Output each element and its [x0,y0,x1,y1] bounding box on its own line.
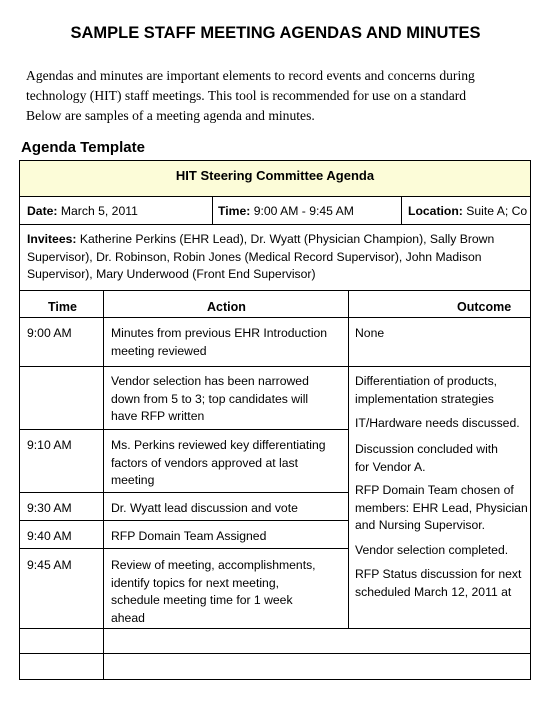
outcome-line: implementation strategies [355,391,494,406]
row-time: 9:40 AM [27,529,72,543]
rule [212,196,213,224]
invitees-field [27,231,527,284]
outcome-line: Differentiation of products, [355,374,498,388]
outcome-item [355,482,529,535]
invitees-line: Katherine Perkins (EHR Lead), Dr. Wyatt (Physician Champion), Sally Brown [79,232,495,246]
outcome-line: RFP Domain Team chosen of [355,483,514,497]
location-field [408,203,529,221]
invitees-line: Supervisor), Mary Underwood (Front End Supervisor) [27,267,316,281]
rule [19,653,531,654]
page-title: SAMPLE STAFF MEETING AGENDAS AND MINUTES [70,24,481,42]
rule [401,196,402,224]
rule [19,317,531,318]
outcome-line: members: EHR Lead, Physician [355,500,528,515]
action-line: factors of vendors approved at last [111,455,298,470]
row-action [111,500,298,518]
action-line: identify topics for next meeting, [111,575,280,590]
date-label: Date: [27,204,58,218]
header-action: Action [207,300,246,314]
action-line: meeting reviewed [111,343,207,358]
action-line: schedule meeting time for 1 week [111,593,293,607]
outcome-line: scheduled March 12, 2011 at [355,584,512,599]
header-time: Time [48,300,77,314]
rule [19,224,531,225]
row-time: 9:30 AM [27,501,72,515]
invitees-label: Invitees: [27,232,77,246]
rule [19,290,531,291]
row-time: 9:45 AM [27,558,72,572]
outcome-item [355,542,529,560]
header-outcome: Outcome [457,300,512,314]
row-action [111,557,316,627]
action-line: Dr. Wyatt lead discussion and vote [111,501,298,515]
outcome-item [355,566,529,601]
time-value: 9:00 AM - 9:45 AM [253,204,354,218]
row-action [111,373,309,426]
intro-paragraph [26,66,526,126]
action-line: have RFP written [111,409,205,423]
outcome-item [355,325,529,343]
action-line: meeting [111,473,155,487]
section-heading: Agenda Template [21,139,145,156]
row-action [111,528,266,546]
intro-line: technology (HIT) staff meetings. This tool is recommended for use on a standard [26,88,467,103]
row-time: 9:00 AM [27,326,72,340]
action-line: Review of meeting, accomplishments, [111,558,316,572]
outcome-line: Vendor selection completed. [355,543,509,557]
outcome-item [355,373,529,408]
outcome-line: None [355,326,385,340]
row-action [111,325,327,360]
row-action [111,437,326,490]
action-line: ahead [111,610,145,625]
outcome-item [355,441,529,476]
rule [19,520,348,521]
action-line: Vendor selection has been narrowed [111,374,309,388]
intro-line: Below are samples of a meeting agenda and minutes. [26,108,315,123]
outcome-line: for Vendor A. [355,459,426,474]
time-field [218,203,354,221]
location-value: Suite A; Co [466,204,528,218]
rule [19,492,348,493]
rule [19,366,531,367]
rule [19,429,348,430]
action-line: RFP Domain Team Assigned [111,529,267,543]
rule [19,548,348,549]
rule [19,196,531,197]
rule [103,290,104,680]
date-value: March 5, 2011 [60,204,138,218]
action-line: Minutes from previous EHR Introduction [111,326,328,340]
outcome-line: IT/Hardware needs discussed. [355,416,520,430]
agenda-title: HIT Steering Committee Agenda [175,168,375,183]
outcome-line: Discussion concluded with [355,442,498,456]
time-label: Time: [218,204,251,218]
row-time: 9:10 AM [27,438,72,452]
invitees-line: Supervisor), Dr. Robinson, Robin Jones (Medical Record Supervisor), John Madison [27,249,482,264]
action-line: down from 5 to 3; top candidates will [111,391,309,406]
rule [348,290,349,628]
action-line: Ms. Perkins reviewed key differentiating [111,438,326,452]
outcome-line: RFP Status discussion for next [355,567,522,581]
rule [19,628,531,629]
location-label: Location: [408,204,463,218]
date-field [27,203,138,221]
outcome-item [355,415,529,433]
outcome-line: and Nursing Supervisor. [355,518,486,532]
intro-line: Agendas and minutes are important elements to record events and concerns during [26,68,475,83]
